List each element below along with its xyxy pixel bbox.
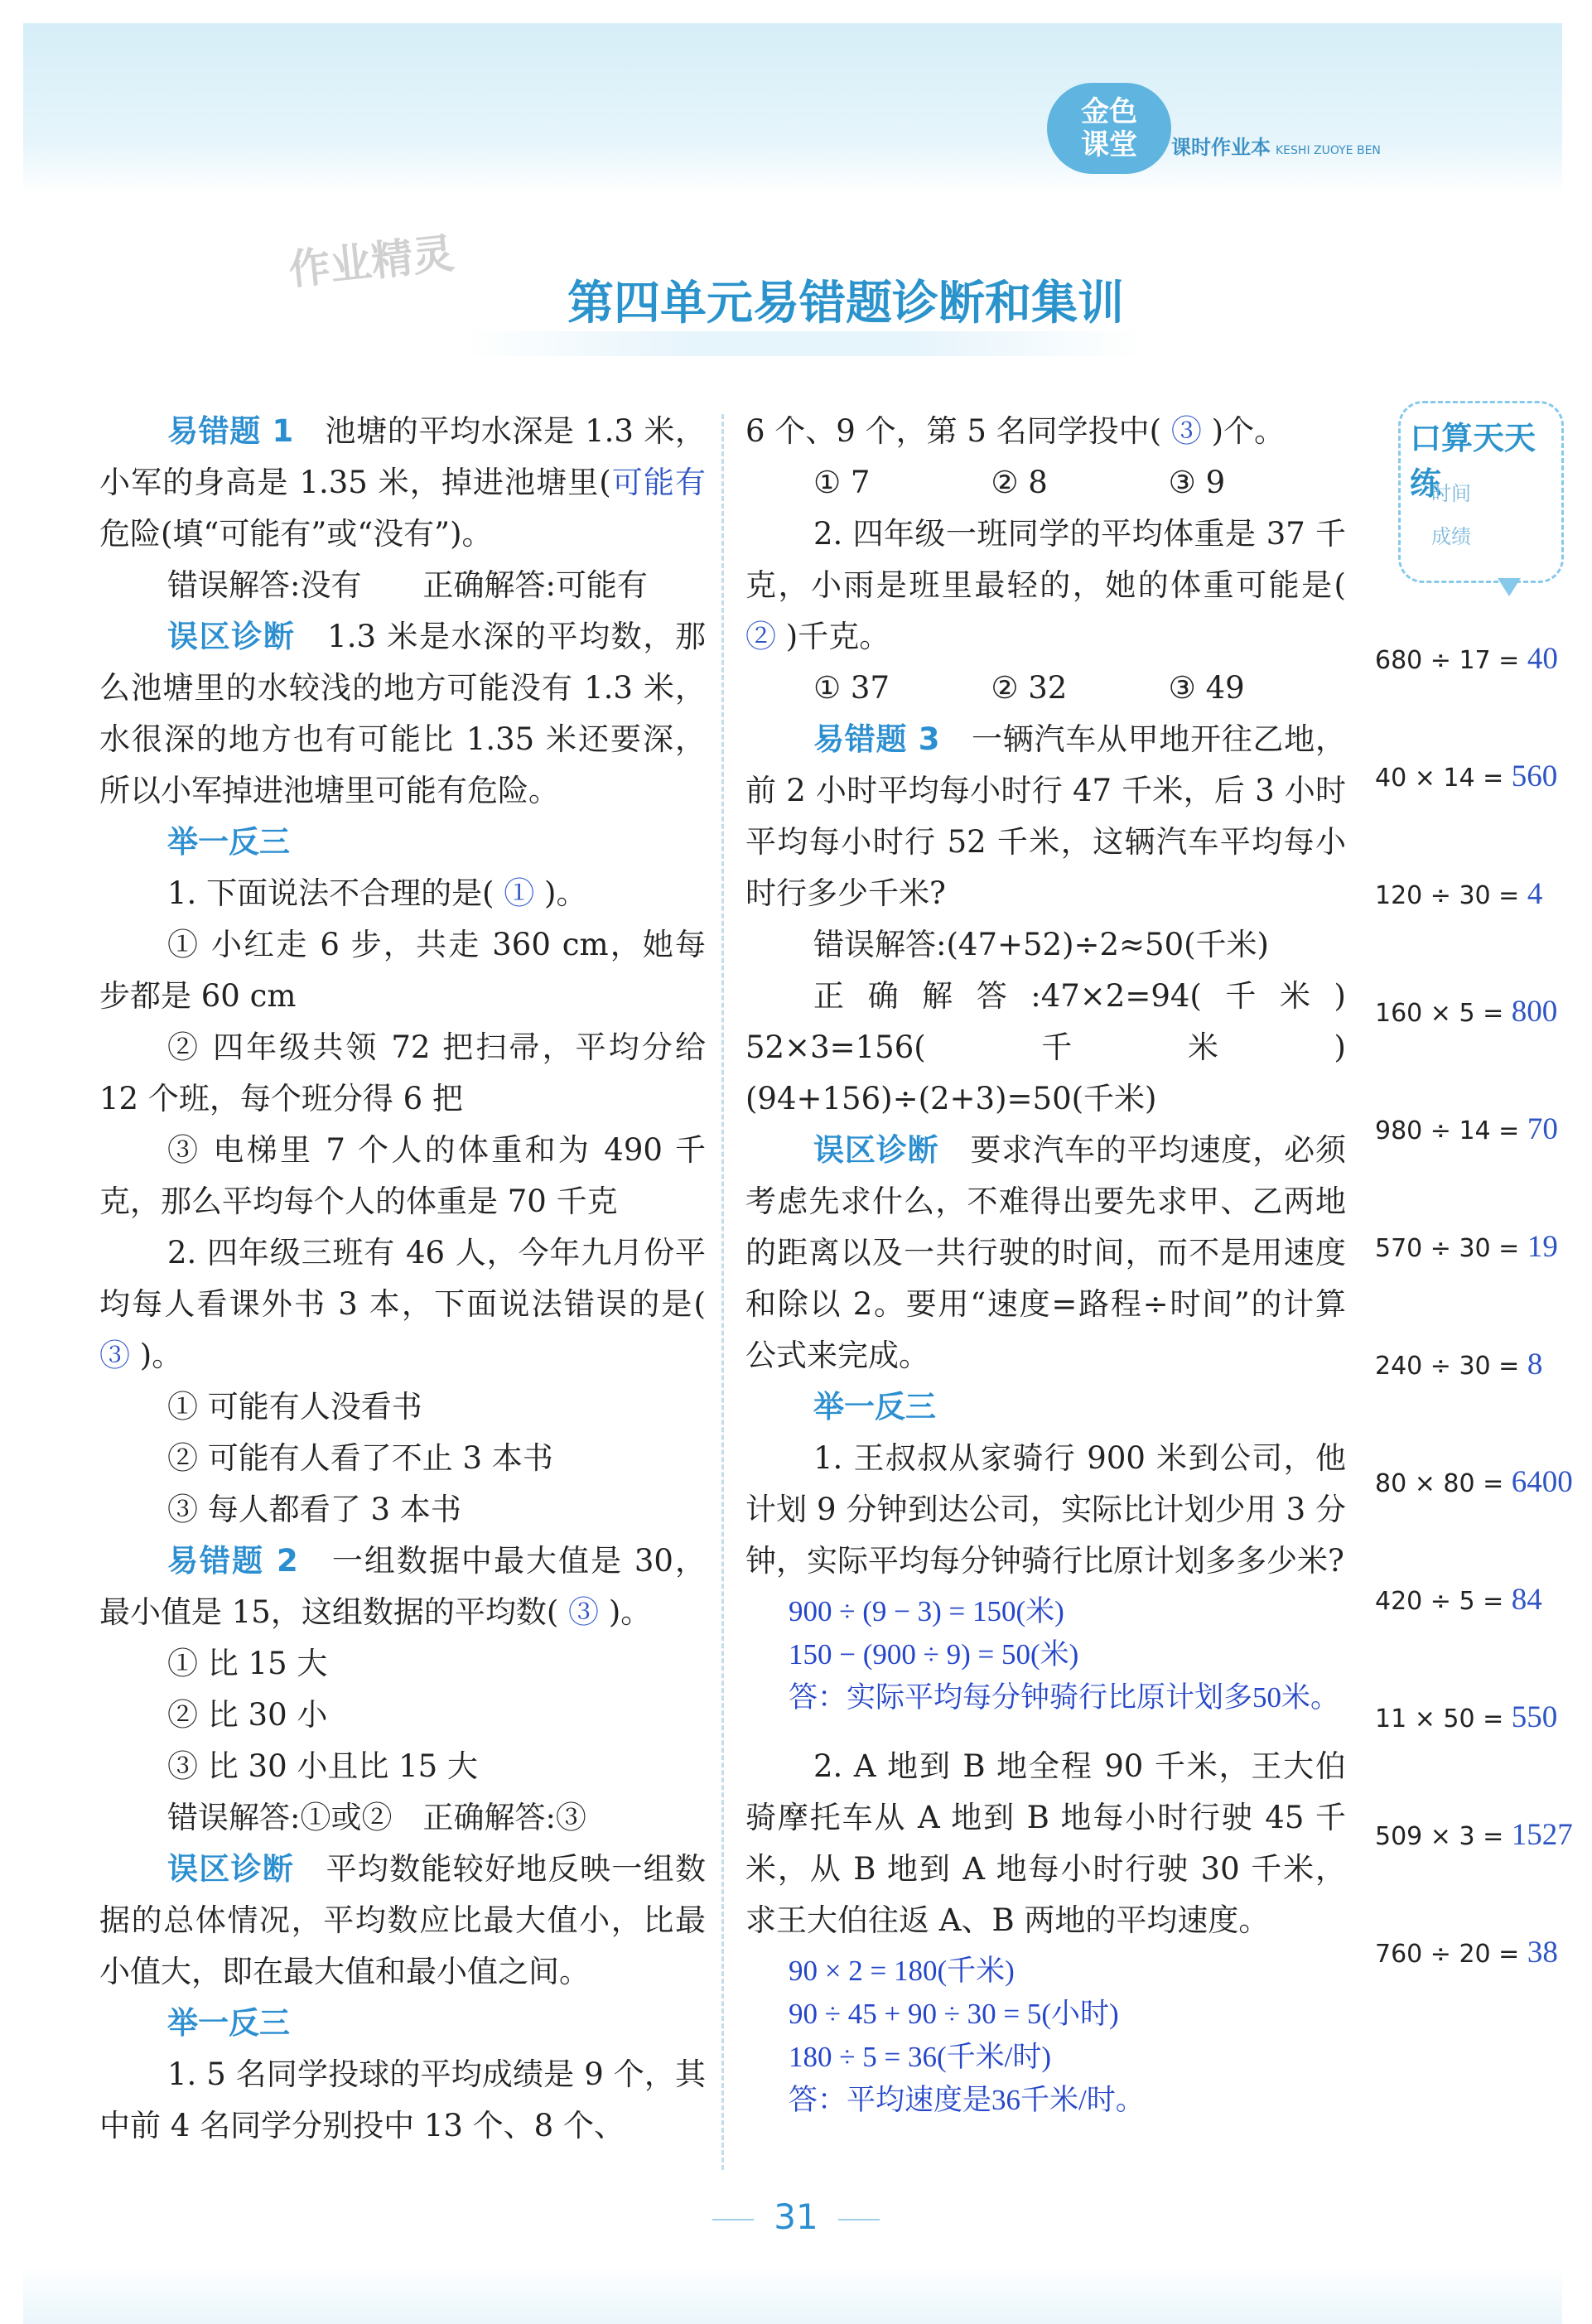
diagnosis-1-text: 1.3 米是水深的平均数，那么池塘里的水较浅的地方可能没有 1.3 米，水很深的地方也有可能比 1.35 米还要深，所以小军掉进池塘里可能有危险。 xyxy=(99,619,707,808)
mental-math-header xyxy=(1398,401,1564,603)
mistake-problem-3 xyxy=(745,714,1346,919)
diagnosis-tag-2: 误区诊断 xyxy=(167,1851,295,1887)
drill-answer: 1527 xyxy=(1511,1818,1573,1852)
drill-item xyxy=(1375,1582,1542,1618)
spacer xyxy=(745,1719,1346,1741)
problem-2-option-1: ① 比 15 大 xyxy=(167,1646,328,1681)
problem-2-text-end: )。 xyxy=(608,1594,652,1630)
question-3-text-end: )个。 xyxy=(1211,413,1286,449)
mistake-problem-1 xyxy=(99,406,706,560)
practice-question-3-cont xyxy=(745,406,1346,457)
problem-1-answer: 可能有 xyxy=(610,465,707,500)
diagnosis-2-text: 平均数能较好地反映一组数据的总体情况，平均数应比最大值小，比最小值大，即在最大值和最小值之间。 xyxy=(99,1851,706,1989)
question-1-text: 1. 下面说法不合理的是( xyxy=(167,875,494,911)
drill-expression: 680 ÷ 17 = xyxy=(1375,646,1520,675)
option: ③ 9 xyxy=(1168,465,1226,500)
question-4-options xyxy=(745,663,1346,714)
problem-3-right-solution: 正确解答:47×2=94(千米) 52×3=156(千米) (94+156)÷(2+3)=50(千米) xyxy=(745,978,1377,1116)
drill-expression: 570 ÷ 30 = xyxy=(1375,1234,1520,1263)
logo-badge xyxy=(1047,83,1171,174)
time-label: 时间 xyxy=(1431,482,1471,505)
drill-expression: 509 × 3 = xyxy=(1375,1822,1504,1851)
question-4-text: 2. 四年级一班同学的平均体重是 37 千克，小雨是班里最轻的，她的体重可能是( xyxy=(745,516,1346,603)
diagnosis-tag-1: 误区诊断 xyxy=(167,619,296,654)
left-column xyxy=(99,406,706,2152)
question-2-text-end: )。 xyxy=(139,1338,183,1373)
logo-subtitle xyxy=(1171,131,1381,160)
practice-heading-3: 举一反三 xyxy=(813,1389,936,1425)
title-underlay xyxy=(464,331,1143,356)
mistake-tag-2: 易错题 2 xyxy=(167,1543,298,1579)
header-banner xyxy=(23,23,1562,194)
problem-2-option-3: ③ 比 30 小且比 15 大 xyxy=(167,1748,478,1784)
drill-answer: 70 xyxy=(1527,1112,1558,1146)
diagnosis-2 xyxy=(99,1844,706,1998)
mistake-problem-2 xyxy=(99,1536,706,1638)
problem-1-solution: 错误解答:没有 正确解答:可能有 xyxy=(167,567,648,603)
question-2-option-1: ① 可能有人没看书 xyxy=(167,1389,422,1425)
mental-math-title: 口算天天练 xyxy=(1410,420,1537,502)
practice-question-2 xyxy=(99,1227,706,1381)
drill-item xyxy=(1375,1347,1542,1382)
drill-expression: 420 ÷ 5 = xyxy=(1375,1587,1504,1616)
question-1-option-3: ③ 电梯里 7 个人的体重和为 490 千克，那么平均每个人的体重是 70 千克 xyxy=(99,1132,706,1219)
drill-answer: 84 xyxy=(1511,1583,1542,1617)
practice-question-1 xyxy=(99,868,706,919)
problem-2-solution: 错误解答:①或② 正确解答:③ xyxy=(167,1800,586,1835)
option: ① 7 xyxy=(813,465,871,500)
q6-solution-1: 90 × 2 = 180(千米) xyxy=(789,1955,1015,1987)
q6-solution-3: 180 ÷ 5 = 36(千米/时) xyxy=(789,2041,1051,2073)
problem-1-text: 池塘的平均水深是 1.3 米，小军的身高是 1.35 米，掉进池塘里( xyxy=(99,413,706,500)
drill-item xyxy=(1375,1817,1573,1853)
drill-item xyxy=(1375,641,1558,677)
mistake-tag-3: 易错题 3 xyxy=(813,721,940,757)
drill-answer: 6400 xyxy=(1511,1465,1573,1499)
logo-pinyin: KESHI ZUOYE BEN xyxy=(1276,144,1381,157)
logo-subtitle-text: 课时作业本 xyxy=(1171,136,1271,159)
question-2-text: 2. 四年级三班有 46 人，今年九月份平均每人看课外书 3 本，下面说法错误的是( xyxy=(99,1235,706,1322)
score-label: 成绩 xyxy=(1431,525,1471,548)
page-number-value: 31 xyxy=(774,2196,818,2237)
drill-item xyxy=(1375,994,1557,1029)
q6-solution-2: 90 ÷ 45 + 90 ÷ 30 = 5(小时) xyxy=(789,1998,1119,2030)
problem-2-text: 一组数据中最大值是 30，最小值是 15，这组数据的平均数( xyxy=(99,1543,706,1630)
drill-expression: 40 × 14 = xyxy=(1375,764,1504,793)
drill-expression: 80 × 80 = xyxy=(1375,1469,1504,1498)
drill-expression: 11 × 50 = xyxy=(1375,1704,1504,1733)
question-1-option-2: ② 四年级共领 72 把扫帚，平均分给 12 个班，每个班分得 6 把 xyxy=(99,1029,706,1116)
logo-line-2: 课堂 xyxy=(1081,128,1137,162)
problem-1-text-end: 危险(填“可能有”或“没有”)。 xyxy=(99,516,493,552)
page-number-dash-left xyxy=(712,2219,754,2220)
brand-logo xyxy=(1047,75,1445,174)
page-number-dash-right xyxy=(838,2219,880,2220)
question-1-option-1: ① 小红走 6 步，共走 360 cm，她每步都是 60 cm xyxy=(99,927,706,1014)
practice-question-5: 1. 王叔叔从家骑行 900 米到公司，他计划 9 分钟到达公司，实际比计划少用 3 分钟，实际平均每分钟骑行比原计划多多少米? xyxy=(745,1440,1346,1579)
problem-2-answer: ③ xyxy=(568,1594,600,1630)
speech-bubble-tail xyxy=(1498,578,1521,596)
diagnosis-tag-3: 误区诊断 xyxy=(813,1132,939,1168)
practice-question-4 xyxy=(745,509,1346,663)
option: ② 32 xyxy=(991,670,1068,706)
question-2-option-2: ② 可能有人看了不止 3 本书 xyxy=(167,1440,553,1476)
option: ① 37 xyxy=(813,670,890,706)
drill-answer: 4 xyxy=(1527,877,1543,911)
drill-expression: 160 × 5 = xyxy=(1375,999,1504,1028)
question-4-answer: ② xyxy=(745,619,776,654)
drill-answer: 560 xyxy=(1511,759,1558,793)
drill-item xyxy=(1375,1700,1557,1735)
page-title: 第四单元易错题诊断和集训 xyxy=(567,277,1124,330)
question-4-text-end: )千克。 xyxy=(785,619,890,654)
drill-item xyxy=(1375,1935,1558,1970)
q5-solution-3: 答：实际平均每分钟骑行比原计划多50米。 xyxy=(789,1681,1340,1714)
footer-band xyxy=(23,2266,1562,2324)
question-2-option-3: ③ 每人都看了 3 本书 xyxy=(167,1492,461,1527)
diagnosis-3 xyxy=(745,1125,1346,1381)
practice-question-6: 2. A 地到 B 地全程 90 千米，王大伯骑摩托车从 A 地到 B 地每小时行驶 45 千米，从 B 地到 A 地每小时行驶 30 千米，求王大伯往返 A、B 两地的平均速度。 xyxy=(745,1748,1346,1938)
drill-item xyxy=(1375,1229,1558,1265)
drill-expression: 240 ÷ 30 = xyxy=(1375,1352,1520,1381)
drill-answer: 19 xyxy=(1527,1230,1558,1264)
watermark: 作业精灵 xyxy=(286,229,456,295)
option: ② 8 xyxy=(991,465,1048,500)
question-3-answer: ③ xyxy=(1170,413,1202,449)
diagnosis-1 xyxy=(99,611,706,817)
drill-item xyxy=(1375,1464,1573,1500)
question-2-answer: ③ xyxy=(99,1338,130,1373)
q5-solution-1: 900 ÷ (9 − 3) = 150(米) xyxy=(789,1595,1064,1627)
drill-answer: 38 xyxy=(1527,1936,1558,1970)
drill-item xyxy=(1375,1111,1558,1147)
question-3-options xyxy=(745,457,1346,509)
drill-answer: 800 xyxy=(1511,995,1558,1029)
practice-heading-1: 举一反三 xyxy=(167,824,290,860)
problem-3-wrong-solution: 错误解答:(47+52)÷2≈50(千米) xyxy=(813,927,1269,962)
q6-solution-4: 答：平均速度是36千米/时。 xyxy=(789,2084,1145,2116)
practice-question-3-start: 1. 5 名同学投球的平均成绩是 9 个，其中前 4 名同学分别投中 13 个、8 个、 xyxy=(99,2056,706,2143)
drill-answer: 8 xyxy=(1527,1348,1543,1381)
option: ③ 49 xyxy=(1168,670,1245,706)
problem-2-option-2: ② 比 30 小 xyxy=(167,1697,328,1733)
question-3-text: 6 个、9 个，第 5 名同学投中( xyxy=(745,413,1162,449)
middle-column xyxy=(745,406,1377,2122)
mistake-tag-1: 易错题 1 xyxy=(167,413,294,449)
page-number xyxy=(0,2196,1592,2237)
problem-3-text: 一辆汽车从甲地开往乙地，前 2 小时平均每小时行 47 千米，后 3 小时平均每小时行 52 千米，这辆汽车平均每小时行多少千米? xyxy=(745,721,1347,911)
drill-expression: 120 ÷ 30 = xyxy=(1375,881,1520,910)
drill-expression: 760 ÷ 20 = xyxy=(1375,1940,1520,1969)
q5-solution-2: 150 − (900 ÷ 9) = 50(米) xyxy=(789,1638,1079,1671)
drill-item xyxy=(1375,759,1557,794)
drill-expression: 980 ÷ 14 = xyxy=(1375,1116,1520,1145)
column-divider xyxy=(721,414,724,2170)
drill-answer: 550 xyxy=(1511,1700,1558,1734)
diagnosis-3-text: 要求汽车的平均速度，必须考虑先求什么，不难得出要先求甲、乙两地的距离以及一共行驶的时间，而不是用速度和除以 2。要用“速度=路程÷时间”的计算公式来完成。 xyxy=(745,1132,1346,1373)
practice-heading-2: 举一反三 xyxy=(167,2005,290,2041)
logo-line-1: 金色 xyxy=(1081,95,1137,128)
question-1-answer: ① xyxy=(504,875,535,911)
drill-item xyxy=(1375,876,1542,912)
drill-answer: 40 xyxy=(1527,642,1558,676)
question-1-text-end: )。 xyxy=(544,875,587,911)
